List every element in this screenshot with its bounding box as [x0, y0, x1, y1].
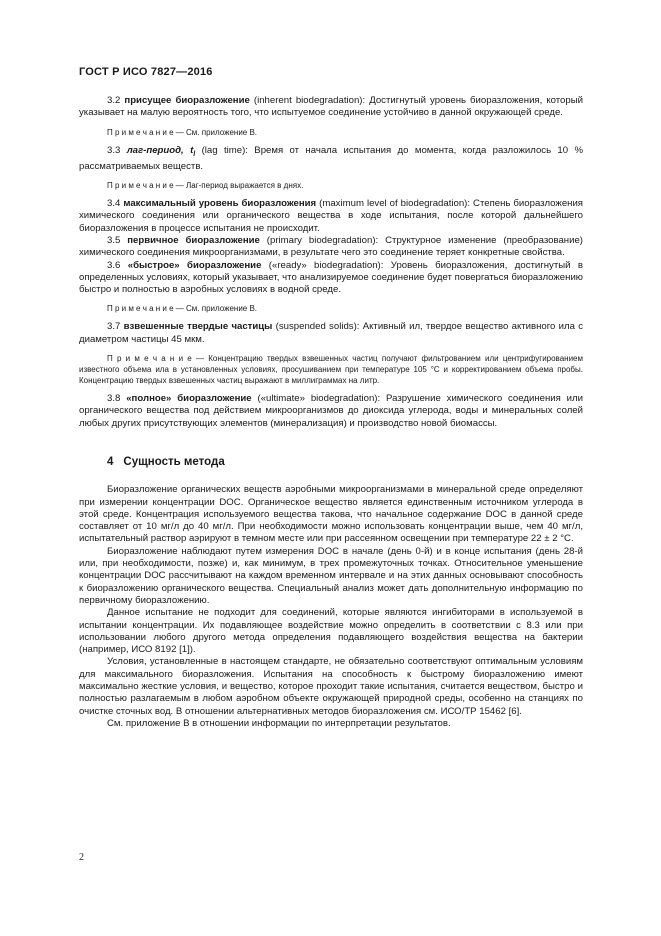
- term-number: 3.7: [107, 321, 121, 333]
- term-subscript: l: [193, 150, 196, 158]
- section-paragraph: См. приложение В в отношении информации по интерпретации результатов.: [107, 717, 451, 729]
- note-label: П р и м е ч а н и е —: [107, 354, 204, 364]
- term-name: взвешенные твердые частицы: [123, 321, 273, 333]
- document-header: ГОСТ Р ИСО 7827—2016: [79, 66, 213, 78]
- section-paragraph: Данное испытание не подходит для соединений, которые являются ингибиторами в используемой в испытании концентрации. Их подавляющее воздействие можно определить в соответствии с 8.3 или при использовании любого другого метода определения подавляющего воздействия вещества на бактерии (например, ИСО 8192 [1]).: [79, 607, 583, 656]
- section-heading: [107, 456, 583, 468]
- term-note: [79, 127, 583, 138]
- terms-list: [79, 95, 583, 430]
- term-note: [79, 353, 583, 386]
- term-name: присущее биоразложение: [124, 95, 250, 106]
- term-definition: [79, 95, 583, 120]
- term-name: лаг-период, t: [126, 144, 194, 156]
- term-number: 3.5: [107, 234, 121, 246]
- section-number: 4: [107, 455, 114, 468]
- note-label: П р и м е ч а н и е —: [107, 181, 184, 191]
- term-definition: [79, 198, 583, 235]
- term-definition: [79, 145, 583, 174]
- note-text: Концентрацию твердых взвешенных частиц получают фильтрованием или центрифугированием известного объема ила в установленных условиях, просушиванием при температуре 105 °С и корректированием объема пробы. Концентрацию твердых взвешенных частиц выражают в миллиграммах на литр.: [79, 354, 584, 386]
- section-paragraph: Биоразложение наблюдают путем измерения DOC в начале (день 0-й) и в конце испытания (день 28-й или, при необходимости, позже) и, как минимум, в трех промежуточных точках. Относительное уменьшение концентрации DOC рассчитывают на каждом временном интервале и на этих данных основывают способность к биоразложению органического вещества. Специальный анализ может дать дополнительную информацию по первичному биоразложению.: [79, 545, 583, 606]
- term-definition: [79, 235, 583, 260]
- term-number: 3.4: [107, 198, 121, 210]
- term-name: «быстрое» биоразложение: [127, 259, 262, 271]
- term-definition: [79, 393, 583, 430]
- term-number: 3.3: [107, 144, 121, 156]
- term-text: (primary biodegradation): Структурное изменение (преобразование) химического соединения микроорганизмами, в результате чего это соединение теряет конкретные свойства.: [79, 234, 583, 259]
- term-number: 3.2: [107, 95, 121, 106]
- term-text: (maximum level of biodegradation): Степень биоразложения химического соединения или органического вещества в ходе испытания, после которой дальнейшего биоразложения в процессе испытания не происходит.: [79, 198, 584, 234]
- term-note: [79, 180, 583, 191]
- term-text: («ready» biodegradation): Уровень биоразложения, достигнутый в определенных условиях, который указывает, что анализируемое соединение будет повергаться биоразложению быстро и полностью в аэробных условиях в водной среде.: [79, 259, 583, 296]
- term-number: 3.6: [107, 259, 121, 271]
- page-content: [79, 95, 583, 730]
- term-definition: [79, 321, 583, 346]
- note-text: См. приложение В.: [183, 304, 258, 314]
- term-definition: [79, 260, 583, 297]
- term-name: первичное биоразложение: [127, 234, 260, 246]
- term-text: (lag time): Время от начала испытания до момента, когда разложилось 10 % рассматриваемых веществ.: [79, 144, 584, 172]
- term-text: (suspended solids): Активный ил, твердое вещество активного ила с диаметром частицы 45 мкм.: [79, 321, 583, 345]
- note-text: См. приложение В.: [183, 127, 258, 137]
- term-number: 3.8: [107, 393, 121, 405]
- section-paragraph: Условия, установленные в настоящем стандарте, не обязательно соответствуют оптимальным условиям для максимального биоразложения. Испытания на способность к быстрому биоразложению имеют максимально жесткие условия, и вещество, которое проходит такие испытания, считается веществом, быстро и полностью разлагаемым в любом аэробном объекте окружающей природной среды, особенно на станциях по очистке сточных вод. В отношении альтернативных методов биоразложения см. ИСО/ТР 15462 [6].: [79, 656, 583, 717]
- note-label: П р и м е ч а н и е —: [107, 304, 184, 314]
- section-paragraph: Биоразложение органических веществ аэробными микроорганизмами в минеральной среде определяют при измерении концентрации DOC. Органическое вещество является единственным источником углерода в этой среде. Концентрация используемого вещества такова, что начальное содержание DOC в данной среде составляет от 10 мг/л до 40 мг/л. При необходимости можно использовать концентрации выше, чем 40 мг/л, испытательный раствор аэрируют в темном месте или при рассеянном освещении при температуре 22 ± 2 °С.: [79, 484, 583, 545]
- term-name: максимальный уровень биоразложения: [123, 198, 317, 210]
- term-note: [79, 303, 583, 314]
- term-text: («ultimate» biodegradation): Разрушение химического соединения или органического вещества под действием микроорганизмов до диоксида углерода, воды и минеральных солей любых других присутствующих элементов (минерализация) и производство новой биомассы.: [79, 393, 584, 429]
- term-text: (inherent biodegradation): Достигнутый уровень биоразложения, который указывает на малую вероятность того, что испытуемое соединение устойчиво в данной окружающей среде.: [79, 95, 583, 119]
- note-label: П р и м е ч а н и е —: [107, 127, 184, 137]
- note-text: Лаг-период выражается в днях.: [183, 181, 304, 191]
- section-title: Сущность метода: [123, 455, 225, 468]
- section-body: [79, 484, 583, 730]
- page-number: 2: [79, 852, 84, 863]
- term-name: «полное» биоразложение: [126, 393, 252, 405]
